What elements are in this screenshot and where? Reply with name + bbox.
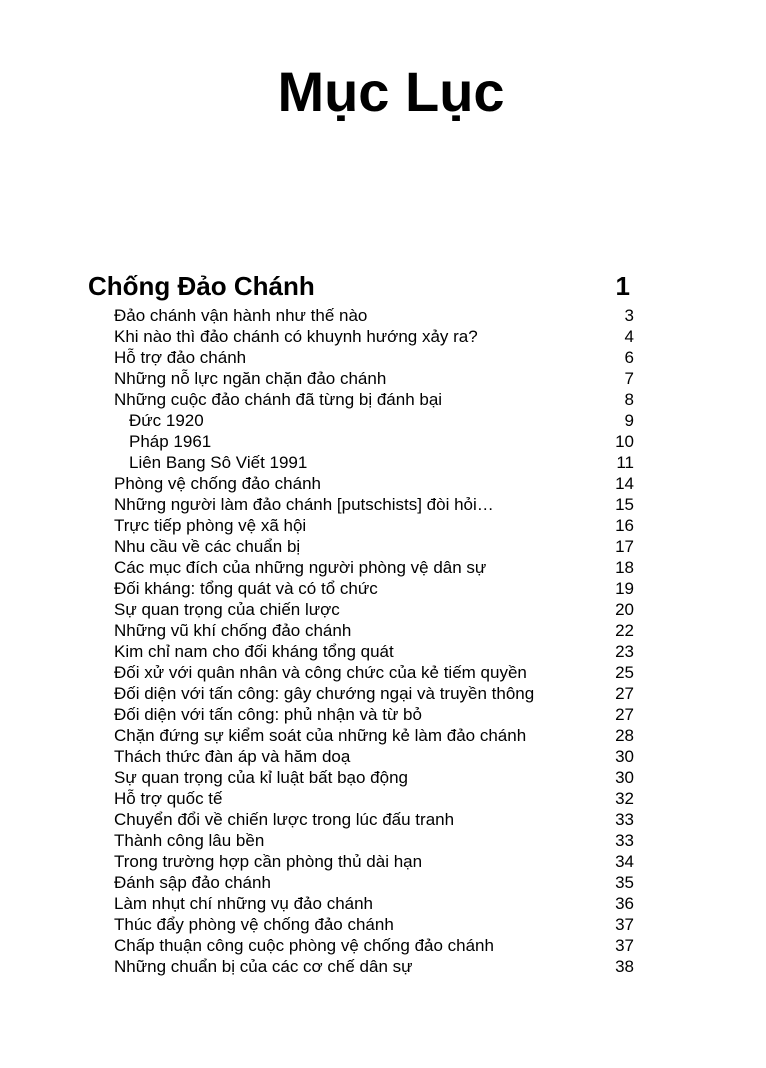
toc-entry-page-number: 33 [615,831,634,850]
toc-entry-title: Đối diện với tấn công: phủ nhận và từ bỏ [114,705,422,724]
toc-entry[interactable] [88,788,636,809]
toc-entry-title: Phòng vệ chống đảo chánh [114,474,322,493]
toc-entry-page-number: 14 [615,474,634,493]
toc-entry[interactable] [88,536,636,557]
toc-entry-title: Đối xử với quân nhân và công chức của kẻ tiếm quyền [114,663,527,682]
toc-entry[interactable] [88,473,636,494]
toc-entry-page-number: 28 [615,726,634,745]
toc-entry-page-number: 20 [615,600,634,619]
toc-subentry[interactable] [88,452,636,473]
toc-entry-title: Các mục đích của những người phòng vệ dân sự [114,558,487,577]
table-of-contents [88,267,636,977]
toc-entry-title: Sự quan trọng của kỉ luật bất bạo động [114,768,408,787]
toc-entry[interactable] [88,956,636,977]
toc-entry[interactable] [88,599,636,620]
toc-entry[interactable] [88,389,636,410]
toc-entry-page-number: 16 [615,516,634,535]
toc-entry[interactable] [88,725,636,746]
toc-entry-title: Thách thức đàn áp và hăm doạ [114,747,351,766]
toc-entry-page-number: 35 [615,873,634,892]
toc-entry-page-number: 7 [624,369,634,388]
toc-entry-page-number: 27 [615,705,634,724]
toc-entry-page-number: 3 [624,306,634,325]
toc-entry[interactable] [88,746,636,767]
toc-entry[interactable] [88,683,636,704]
toc-entry[interactable] [88,914,636,935]
toc-subentry[interactable] [88,410,636,431]
toc-entry-title: Hỗ trợ quốc tế [114,789,223,808]
toc-subentry[interactable] [88,431,636,452]
toc-entry-title: Chấp thuận công cuộc phòng vệ chống đảo chánh [114,936,494,955]
toc-entry-page-number: 22 [615,621,634,640]
toc-entry[interactable] [88,494,636,515]
toc-entry-title: Nhu cầu về các chuẩn bị [114,537,301,556]
toc-entry-page-number: 37 [615,936,634,955]
toc-entry-title: Những chuẩn bị của các cơ chế dân sự [114,957,413,976]
toc-entry-title: Kim chỉ nam cho đối kháng tổng quát [114,642,394,661]
toc-entry[interactable] [88,872,636,893]
toc-entry-title: Chuyển đổi về chiến lược trong lúc đấu tranh [114,810,455,829]
toc-entry-page-number: 11 [616,453,634,472]
toc-entry-page-number: 23 [615,642,634,661]
toc-entry-title: Những nỗ lực ngăn chặn đảo chánh [114,369,387,388]
toc-entry[interactable] [88,893,636,914]
toc-entry-title: Chặn đứng sự kiểm soát của những kẻ làm đảo chánh [114,726,527,745]
toc-entry-page-number: 9 [624,411,634,430]
toc-entry-title: Sự quan trọng của chiến lược [114,600,340,619]
toc-entry-title: Đối kháng: tổng quát và có tổ chức [114,579,378,598]
toc-entry-title: Những vũ khí chống đảo chánh [114,621,352,640]
toc-entry-title: Đối diện với tấn công: gây chướng ngại và truyền thông [114,684,535,703]
toc-chapter-heading[interactable] [88,267,636,305]
toc-entry-page-number: 30 [615,768,634,787]
toc-entry[interactable] [88,326,636,347]
toc-entry[interactable] [88,347,636,368]
toc-entry[interactable] [88,515,636,536]
toc-entry-page-number: 38 [615,957,634,976]
toc-entry-title: Thành công lâu bền [114,831,265,850]
toc-entry-title: Những người làm đảo chánh [putschists] đòi hỏi… [114,495,494,514]
toc-entry[interactable] [88,851,636,872]
toc-entry[interactable] [88,305,636,326]
toc-entry[interactable] [88,767,636,788]
toc-entry-page-number: 36 [615,894,634,913]
toc-entry-title: Pháp 1961 [129,432,212,451]
toc-entry-page-number: 34 [615,852,634,871]
toc-entry-list [88,305,636,977]
toc-entry[interactable] [88,662,636,683]
toc-entry[interactable] [88,368,636,389]
chapter-title: Chống Đảo Chánh [88,271,315,301]
toc-entry-title: Làm nhụt chí những vụ đảo chánh [114,894,374,913]
toc-entry-page-number: 4 [624,327,634,346]
toc-entry-title: Đánh sập đảo chánh [114,873,271,892]
toc-entry[interactable] [88,704,636,725]
toc-entry-title: Đảo chánh vận hành như thế nào [114,306,368,325]
toc-entry-page-number: 30 [615,747,634,766]
toc-entry-title: Thúc đẩy phòng vệ chống đảo chánh [114,915,394,934]
toc-entry-title: Trực tiếp phòng vệ xã hội [114,516,307,535]
toc-entry-title: Đức 1920 [129,411,204,430]
toc-entry[interactable] [88,578,636,599]
chapter-page-number: 1 [615,271,630,301]
toc-entry-page-number: 18 [615,558,634,577]
toc-entry[interactable] [88,935,636,956]
toc-entry-page-number: 15 [615,495,634,514]
toc-entry-page-number: 32 [615,789,634,808]
page-title: Mục Lục [277,60,505,123]
toc-entry-title: Trong trường hợp cần phòng thủ dài hạn [114,852,423,871]
toc-entry-page-number: 17 [615,537,634,556]
toc-entry-title: Những cuộc đảo chánh đã từng bị đánh bại [114,390,443,409]
toc-entry[interactable] [88,557,636,578]
toc-entry-page-number: 10 [615,432,634,451]
toc-entry-page-number: 37 [615,915,634,934]
toc-entry-page-number: 6 [624,348,634,367]
toc-entry-page-number: 25 [615,663,634,682]
toc-entry-page-number: 19 [615,579,634,598]
toc-entry-title: Liên Bang Sô Viết 1991 [129,453,308,472]
toc-entry-page-number: 27 [615,684,634,703]
toc-entry[interactable] [88,830,636,851]
toc-entry-page-number: 8 [624,390,634,409]
toc-entry-page-number: 33 [615,810,634,829]
toc-entry[interactable] [88,641,636,662]
toc-entry[interactable] [88,620,636,641]
toc-entry-title: Khi nào thì đảo chánh có khuynh hướng xảy ra? [114,327,478,346]
toc-entry-title: Hỗ trợ đảo chánh [114,348,247,367]
toc-entry[interactable] [88,809,636,830]
